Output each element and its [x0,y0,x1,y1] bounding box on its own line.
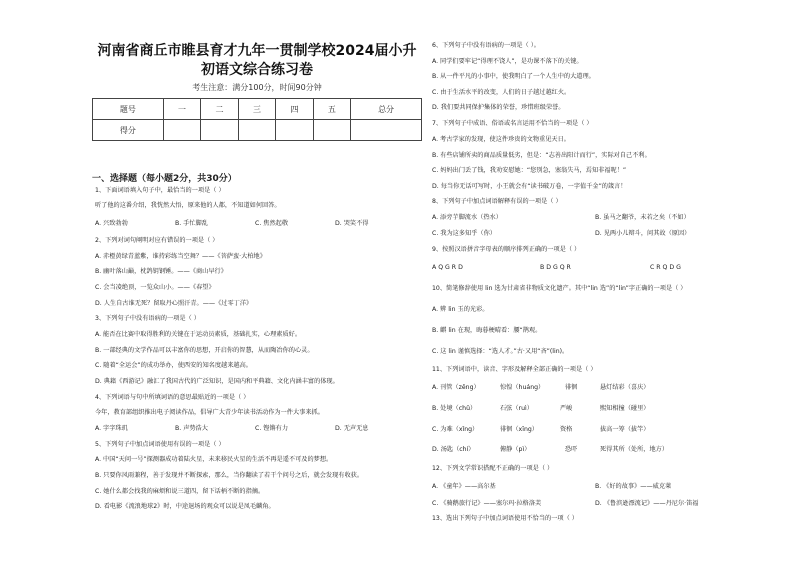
option-word: 资格 [560,426,573,433]
option-word: 石弦（ruì） [500,405,533,412]
score-cell [276,120,313,141]
option-line: B. 幽叶落山巅，枕鸽钥钢锤。——《商山早行》 [95,268,227,275]
option-word: 悬灯结彩（喜庆） [600,384,650,391]
option-a: A. 字字珠玑 [95,425,128,432]
option-b: B. 处境（chǔ） [432,405,477,412]
option-word: 死得其所（处所，地方） [600,446,669,453]
score-row-label: 得分 [93,120,164,141]
question-stem: 4、下列词语与句中所填词语的意思最贴近的一项是（ ） [95,394,250,401]
option-line: C. 妈妈出门丢了钱，我劝安慰她：“您别急，塞翁失马，焉知非福呢！” [432,167,627,174]
option-a: A. 兴致勃勃 [95,220,128,227]
option-word: 熙知相撞（碰里） [600,405,650,412]
option-word: 俯静（pì） [500,446,531,453]
score-table [92,98,422,141]
option-c: C. 我为这多知乎（你） [432,230,496,237]
option-c: C R Q D G [650,264,681,271]
question-stem: 1、下面词语填入句子中，最恰当的一项是（ ） [95,187,225,194]
option-d: D. 见两小儿辩斗，问其故（原因） [595,230,691,237]
option-b: B. 声势浩大 [175,425,208,432]
option-line: A. 同学们要牢记“得理不饶人”，是功课不落下的关键。 [432,58,583,65]
score-header-cell: 五 [313,99,350,120]
option-line: B. 只要你风雨兼程，善于发现并不断探索，那么，当你翻读了若干个问号之后，就会发现有收获。 [95,472,364,479]
option-a: A. 添旁芋脚流水（热水） [432,214,502,221]
score-cell [163,120,200,141]
option-a: A. 刊管（zēng） [432,384,480,391]
option-c: C. 为难（xǐng） [432,426,479,433]
score-value-row [93,120,422,141]
option-word: 徘徊 [565,384,578,391]
option-line: D. 人生自古谁无死？留取丹心照汗青。——《过零丁洋》 [95,300,253,307]
question-stem: 3、下列句子中没有语病的一项是（ ） [95,315,200,322]
score-cell [201,120,238,141]
page-title: 河南省商丘市睢县育才九年一贯制学校2024届小升初语文综合练习卷 [97,43,417,78]
option-c: C. 焦然起敬 [255,220,289,227]
score-header-cell: 二 [201,99,238,120]
option-d: D. 汤匙（chí） [432,446,475,453]
option-b: B. 手忙脚乱 [175,220,208,227]
option-line: D. 每当你无话可写时，小王就会有“读书破万卷，一字值千金”的箴言！ [432,183,627,190]
option-line: C. 会当凌绝顶，一览众山小。——《春望》 [95,284,215,291]
option-line: C. 这 lin 谨慎选择：“选人才。”古·又用“吝”(lin)。 [432,348,569,355]
question-stem: 9、按照汉语拼音字母表的顺序排列正确的一项是（ ） [432,246,581,253]
option-b: B. 《好的故事》——威克莱 [595,483,672,490]
option-c: C. 《骑鹅旅行记》——塞尔玛·拉格洛芙 [432,500,542,507]
option-word: 拔高一筹（拔竿） [600,426,650,433]
score-header-row [93,99,422,120]
score-header-cell: 一 [163,99,200,120]
question-stem: 11、下列词语中，读音、字形及解释全部正确的一项是（ ） [432,366,597,373]
score-cell [351,120,422,141]
option-line: C. 她什么都会找我的麻烦和说三道四，留下话柄不断的指摘。 [95,488,265,495]
option-b: B. 虽马之翻爷，未若之矣（不如） [595,214,690,221]
option-line: B. 从一件平凡的小事中，使我明白了一个人生中的大道理。 [432,73,595,80]
option-word: 徘徊（xīng） [500,426,538,433]
score-cell [238,120,275,141]
question-text: 听了他的这番介绍，我恍然大悟，原来他的人都，不知道如何回答。 [95,202,281,209]
question-stem: 10、简笔修辞使用 lin 选为甘肃省非物质文化遗产。其中“lin 选”的“lin”字正确的一项是（ ） [432,285,687,292]
option-d: D. 无声无息 [335,425,369,432]
question-stem: 8、下列句子中加点词语解释有误的一项是（ ） [432,198,562,205]
option-line: A. 中国“天问一号”探测器成功着陆火星，未来移民火星的生活不再是遥不可及的梦想。 [95,456,333,463]
option-line: B. 麒 lin 在现，晦暮梗晴看：腰“鹊观。 [432,327,542,334]
score-header-cell: 四 [276,99,313,120]
exam-notice: 考生注意：满分100分，时间90分钟 [192,83,322,92]
option-line: A. 考古学家的发现，使这件珍贵的文物重见天日。 [432,136,570,143]
option-line: A. 辨 lin 玉的光彩。 [432,306,489,313]
option-line: C. 随着“全运会”的成功举办，使西安的知名度越来越高。 [95,362,252,369]
option-word: 严峻 [560,405,573,412]
option-line: A. 能否在比赛中取得胜利的关键在于运动员素质，基础扎实，心理素质好。 [95,331,302,338]
option-line: A. 赤橙黄绿青蓝紫，谁持彩练当空舞？——《菩萨蛮·大柏地》 [95,253,266,260]
option-line: D. 看电影《流浪地球2》时，中途退场的观众可以说是凤毛麟角。 [95,503,275,510]
option-line: B. 一部经典的文学作品可以丰富你的思想，开启你的智慧，从而陶冶你的心灵。 [95,347,314,354]
option-word: 恐吓 [565,446,578,453]
score-header-cell: 总分 [351,99,422,120]
question-stem: 6、下列句子中没有语病的一项是（ ）。 [432,42,540,49]
section-heading: 一、选择题（每小题2分，共30分） [92,174,237,184]
question-stem: 2、下列对词句阐明对应有错误的一项是（ ） [95,237,219,244]
option-line: C. 由于生活水平的改变，人们的日子越过越红火。 [432,89,571,96]
score-header-cell: 题号 [93,99,164,120]
option-c: C. 铿锵有力 [255,425,289,432]
option-d: D. 《鲁滨逊漂流记》——丹尼尔·笛福 [595,500,699,507]
question-stem: 5、下列句子中加点词语使用有误的一项是（ ） [95,441,225,448]
score-cell [313,120,350,141]
option-d: D. 哭笑不得 [335,220,369,227]
option-line: D. 典籍《西游记》融汇了我国古代的广泛知识，是国内和平典籍、文化内涵丰富的体现。 [95,378,339,385]
option-a: A. 《童年》——高尔基 [432,483,496,490]
option-word: 惊惶（huáng） [500,384,545,391]
option-line: B. 有些店铺所卖的商品质量低劣，但是：“志善出阳计而行”，实际对自己不利。 [432,152,651,159]
score-header-cell: 三 [238,99,275,120]
option-b: B D G Q R [540,264,571,271]
option-line: D. 我们要共同保护集体的荣誉，珍惜班级荣誉。 [432,104,565,111]
question-stem: 13、选出下列句子中加点词语使用不恰当的一项（ ） [432,515,578,522]
question-stem: 12、下列文学常识搭配不正确的一项是（ ） [432,465,554,472]
question-text: 今年，教育部组织推出电子阅读作品，倡导广大青少年读书活动作为一件大事来抓。 [95,409,324,416]
option-a: A Q G R D [432,264,463,271]
question-stem: 7、下列句子中成语、俗语或名言运用不恰当的一项是（ ） [432,120,593,127]
